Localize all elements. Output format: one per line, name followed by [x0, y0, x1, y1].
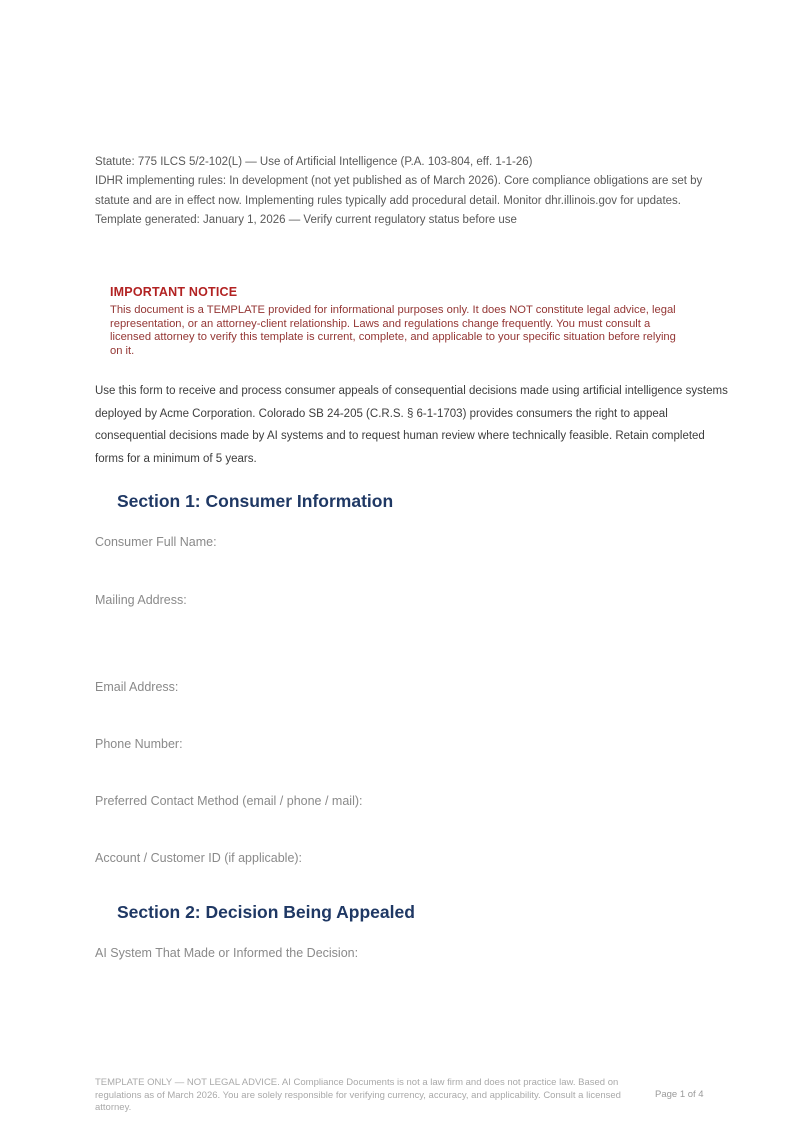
field-label-ai-system: AI System That Made or Informed the Decision: — [95, 946, 359, 960]
page-number: Page 1 of 4 — [655, 1089, 704, 1100]
field-label-consumer-full-name: Consumer Full Name: — [95, 535, 217, 549]
field-label-mailing-address: Mailing Address: — [95, 593, 187, 607]
regulatory-header — [95, 153, 728, 230]
section-2-heading: Section 2: Decision Being Appealed — [117, 902, 415, 922]
important-notice-body: This document is a TEMPLATE provided for informational purposes only. It does NOT constitute legal advice, legal representation, or an attorney-client relationship. Laws and regulations change frequently. You must consult a licensed attorney to verify this template is current, complete, and applicable to your specific situation before relying on it. — [110, 304, 676, 357]
important-notice-title: IMPORTANT NOTICE — [110, 285, 238, 299]
rules-status-line: IDHR implementing rules: In development (not yet published as of March 2026). Core compliance obligations are set by statute and are in effect now. Implementing rules typically add procedural detail. Monitor dhr.illinois.gov for updates. — [95, 175, 703, 207]
field-label-email-address: Email Address: — [95, 680, 179, 694]
section-1-heading: Section 1: Consumer Information — [117, 491, 394, 511]
field-label-phone-number: Phone Number: — [95, 737, 183, 751]
footer-disclaimer: TEMPLATE ONLY — NOT LEGAL ADVICE. AI Compliance Documents is not a law firm and does not practice law. Based on regulations as of March 2026. You are solely responsible for verifying currency, accuracy, and applicability. Consult a licensed attorney. — [95, 1077, 621, 1113]
important-notice — [110, 285, 686, 358]
intro-paragraph: Use this form to receive and process consumer appeals of consequential decisions made using artificial intelligence systems deployed by Acme Corporation. Colorado SB 24-205 (C.R.S. § 6-1-1703) provides consumers the right to appeal consequential decisions made by AI systems and to request human review where technically feasible. Retain completed forms for a minimum of 5 years. — [95, 385, 728, 466]
field-label-preferred-contact-method: Preferred Contact Method (email / phone / mail): — [95, 794, 363, 808]
generated-line: Template generated: January 1, 2026 — Verify current regulatory status before use — [95, 213, 517, 226]
field-label-account-customer-id: Account / Customer ID (if applicable): — [95, 851, 303, 865]
statute-line: Statute: 775 ILCS 5/2-102(L) — Use of Artificial Intelligence (P.A. 103-804, eff. 1-1-26) — [95, 156, 533, 168]
